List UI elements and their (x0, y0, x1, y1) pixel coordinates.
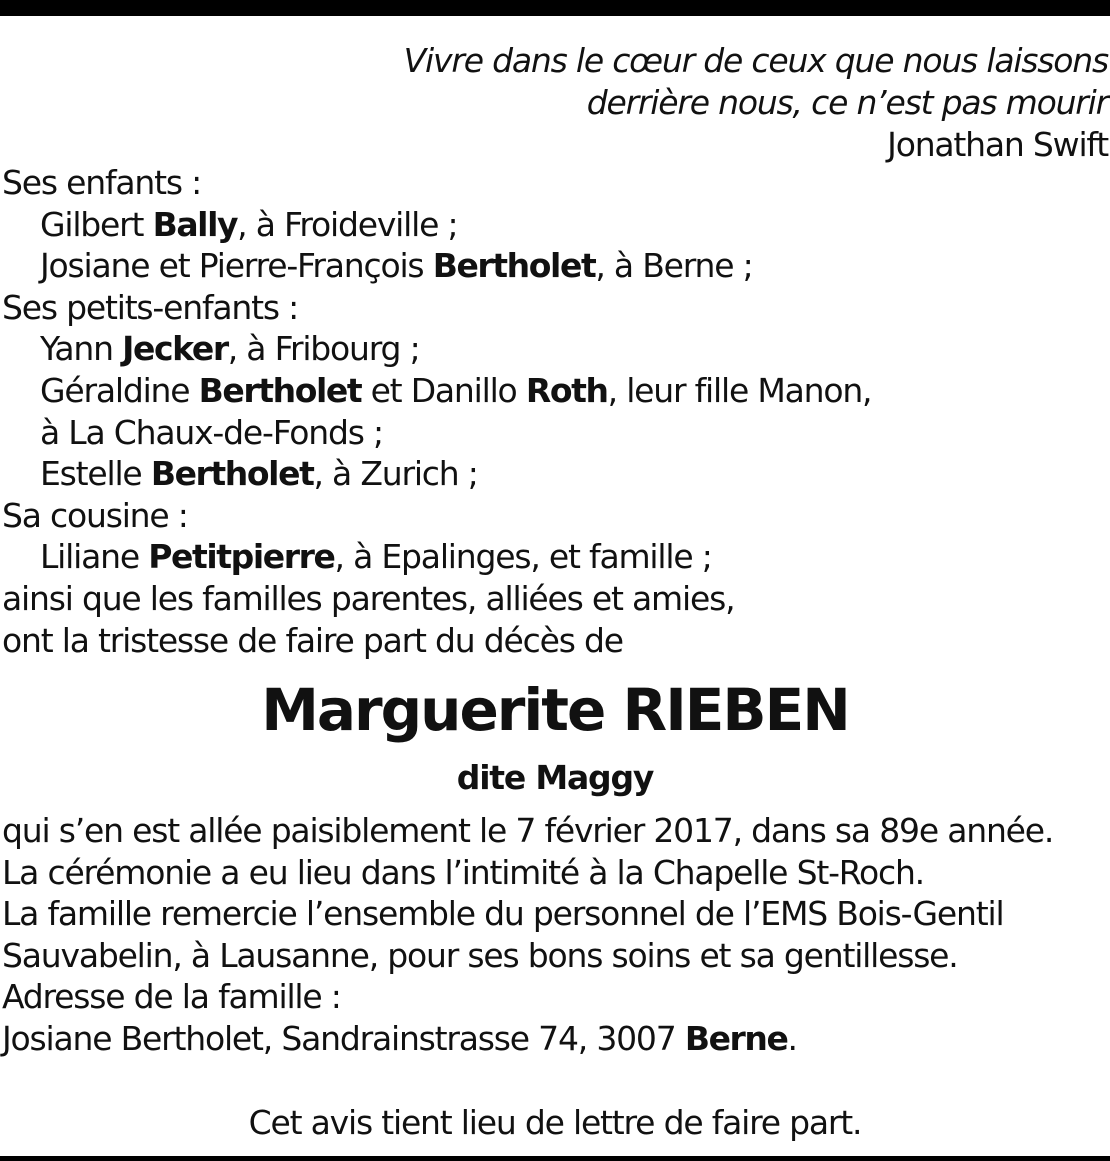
details-block (2, 810, 1102, 1060)
address-street: Josiane Bertholet, Sandrainstrasse 74, 3007 (2, 1018, 685, 1058)
grandchild-location: , à Fribourg ; (227, 329, 420, 369)
closing-line-1: ainsi que les familles parentes, alliées et amies, (2, 578, 735, 618)
cousin-entry (2, 536, 1102, 578)
grandchild-surname: Jecker (122, 329, 228, 369)
family-list (2, 162, 1102, 661)
child-first-name: Josiane et Pierre-François (40, 246, 433, 286)
grandchild-first-name: Estelle (40, 454, 151, 494)
top-rule (0, 0, 1110, 16)
child-surname: Bertholet (432, 246, 596, 286)
details-line-1: qui s’en est allée paisiblement le 7 février 2017, dans sa 89e année. (2, 811, 1054, 850)
quote-author: Jonathan Swift (887, 125, 1108, 164)
grandchild-entry (2, 453, 1102, 495)
child-location: , à Berne ; (595, 246, 753, 286)
child-surname: Bally (152, 204, 238, 244)
cousin-location: , à Epalinges, et famille ; (334, 537, 712, 577)
partner-surname: Roth (525, 370, 608, 410)
grandchild-surname: Bertholet (150, 454, 314, 494)
quote-line-2: derrière nous, ce n’est pas mourir (586, 83, 1108, 122)
child-entry (2, 245, 1102, 287)
grandchild-surname: Bertholet (198, 370, 362, 410)
child-location: , à Froideville ; (237, 204, 458, 244)
details-line-2: La cérémonie a eu lieu dans l’intimité à la Chapelle St-Roch. (2, 852, 924, 892)
grandchildren-heading: Ses petits-enfants : (2, 287, 299, 327)
partner-first-name: et Danillo (361, 370, 526, 410)
quote-line-1: Vivre dans le cœur de ceux que nous laissons (403, 41, 1108, 80)
address-end: . (787, 1018, 797, 1058)
epigraph-quote (404, 40, 1108, 166)
child-entry (2, 204, 1102, 246)
closing-line-2: ont la tristesse de faire part du décès de (2, 620, 623, 660)
details-line-3: La famille remercie l’ensemble du personnel de l’EMS Bois-Gentil (2, 894, 1004, 934)
details-line-5: Adresse de la famille : (2, 977, 341, 1017)
grandchild-location: , à Zurich ; (313, 454, 478, 494)
grandchild-first-name: Géraldine (40, 370, 199, 410)
family-address (2, 1018, 1102, 1060)
deceased-name: Marguerite RIEBEN (261, 676, 849, 744)
deceased-nickname: dite Maggy (456, 758, 654, 797)
grandchild-details: , leur fille Manon, (607, 370, 872, 410)
cousin-surname: Petitpierre (148, 537, 335, 577)
address-city: Berne (684, 1018, 788, 1058)
grandchild-entry (2, 370, 1102, 412)
grandchild-entry (2, 328, 1102, 370)
grandchild-first-name: Yann (40, 329, 123, 369)
cousin-heading: Sa cousine : (2, 495, 188, 535)
details-line-4: Sauvabelin, à Lausanne, pour ses bons soins et sa gentillesse. (2, 935, 958, 975)
child-first-name: Gilbert (40, 204, 153, 244)
footer-note: Cet avis tient lieu de lettre de faire part. (248, 1103, 862, 1142)
bottom-rule (0, 1156, 1110, 1161)
cousin-first-name: Liliane (40, 537, 149, 577)
children-heading: Ses enfants : (2, 163, 202, 202)
grandchild-entry-continued: à La Chaux-de-Fonds ; (40, 412, 383, 452)
